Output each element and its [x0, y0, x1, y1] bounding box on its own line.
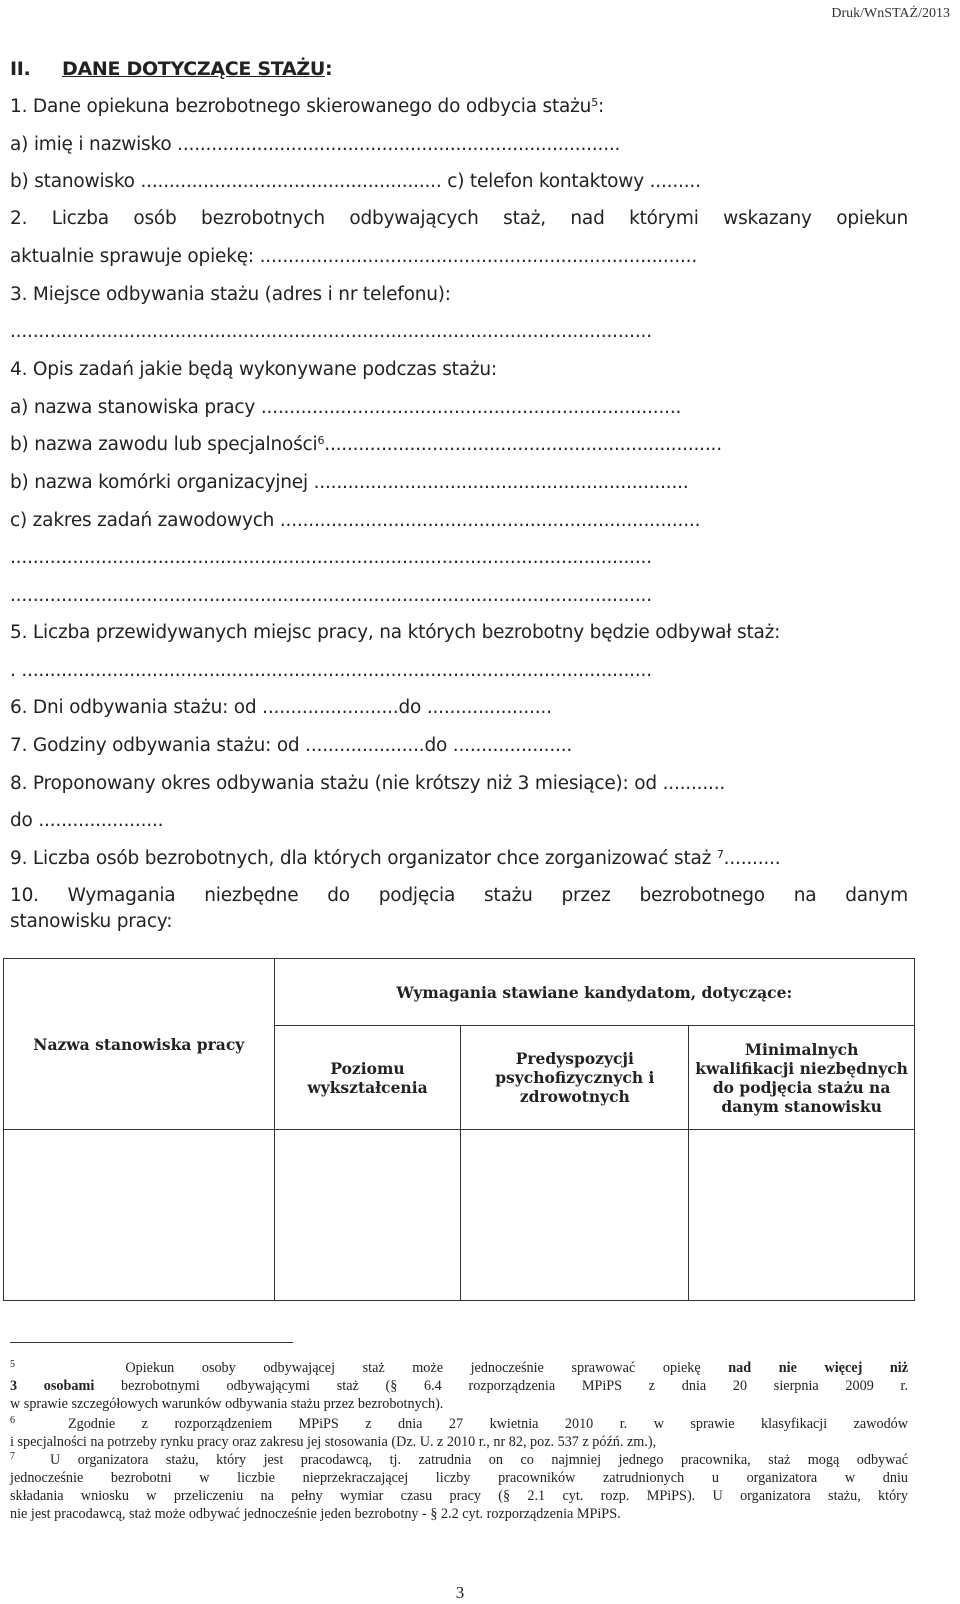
item-5-field[interactable]: . ...............................................................................................................: [10, 660, 652, 681]
footnote-7: [10, 1448, 908, 1523]
item-4b-text: b) nazwa zawodu lub specjalności: [10, 434, 318, 455]
item-8-do-field[interactable]: do ......................: [10, 810, 164, 831]
section-heading: [10, 58, 332, 80]
header-requirements-group: Wymagania stawiane kandydatom, dotyczące:: [274, 959, 914, 1026]
footnote-5-text-a: Opiekun osoby odbywającej staż może jednocześnie sprawować opiekę: [125, 1360, 701, 1376]
section-title: DANE DOTYCZĄCE STAŻU: [62, 58, 325, 80]
footnote-6-text-a: Zgodnie z rozporządzeniem MPiPS z dnia 27 kwietnia 2010 r. w sprawie klasyfikacji zawodów: [67, 1416, 909, 1432]
item-2-line-2-field[interactable]: aktualnie sprawuje opiekę: .............................................................................: [10, 246, 698, 267]
item-1: [10, 96, 908, 117]
footnote-7-text-a: U organizatora stażu, który jest pracodawcą, tj. zatrudnia on co najmniej jednego pracownika, staż mogą odbywać: [50, 1452, 908, 1468]
document-code: Druk/WnSTAŻ/2013: [831, 6, 950, 21]
header-position-name: Nazwa stanowiska pracy: [4, 959, 275, 1130]
item-3-address-field[interactable]: .................................................................................................................: [10, 321, 652, 342]
footnote-6-number: 6: [10, 1415, 15, 1426]
header-education-level: Poziomu wykształcenia: [274, 1026, 461, 1130]
footnote-5-number: 5: [10, 1359, 15, 1370]
footnote-7-text-c: składania wniosku w przeliczeniu na pełny wymiar czasu pracy (§ 2.1 cyt. rozp. MPiPS). U organizatora stażu, który: [10, 1488, 908, 1504]
item-9-text: 9. Liczba osób bezrobotnych, dla których organizator chce zorganizować staż: [10, 848, 717, 869]
footnote-5-text-b: bezrobotnymi odbywającymi staż (§ 6.4 rozporządzenia MPiPS z dnia 20 sierpnia 2009 r.: [120, 1378, 909, 1394]
cell-psychophysical-predispositions[interactable]: [461, 1130, 689, 1301]
footnote-7-text-d: nie jest pracodawcą, staż może odbywać jednocześnie jeden bezrobotny - § 2.2 cyt. rozporządzenia MPiPS.: [10, 1506, 621, 1522]
cell-education-level[interactable]: [274, 1130, 461, 1301]
item-6-field[interactable]: 6. Dni odbywania stażu: od ........................do ......................: [10, 697, 552, 718]
item-4b-dots: ......................................................................: [324, 434, 722, 455]
footnote-6: [10, 1412, 908, 1451]
item-4a-field[interactable]: a) nazwa stanowiska pracy ..........................................................................: [10, 397, 682, 418]
footnote-ref-5: 5: [591, 96, 599, 109]
item-1a-name-field[interactable]: a) imię i nazwisko ..............................................................................: [10, 134, 621, 155]
cell-position-name[interactable]: [4, 1130, 275, 1301]
section-colon: :: [324, 58, 333, 80]
item-7-field[interactable]: 7. Godziny odbywania stażu: od .....................do .....................: [10, 735, 573, 756]
item-4c-dots-1[interactable]: .................................................................................................................: [10, 547, 652, 568]
header-psychophysical-predispositions: Predyspozycji psychofizycznych i zdrowotnych: [461, 1026, 689, 1130]
item-9-field[interactable]: [10, 848, 908, 869]
item-1-text: 1. Dane opiekuna bezrobotnego skierowanego do odbycia stażu: [10, 96, 592, 117]
item-5: 5. Liczba przewidywanych miejsc pracy, na których bezrobotny będzie odbywał staż:: [10, 622, 781, 643]
header-minimal-qualifications: Minimalnych kwalifikacji niezbędnych do podjęcia stażu na danym stanowisku: [689, 1026, 915, 1130]
item-10-line-1: 10. Wymagania niezbędne do podjęcia stażu przez bezrobotnego na danym: [10, 885, 908, 906]
footnote-7-text-b: jednocześnie bezrobotni w liczbie nieprzekraczającej liczby pracowników zatrudnionych u organizatora w dniu: [10, 1470, 908, 1486]
item-1-tail: :: [598, 96, 605, 117]
page-number: 3: [455, 1583, 465, 1602]
footnote-divider: [10, 1342, 293, 1343]
footnote-ref-7: 7: [716, 848, 724, 861]
item-10-line-2: stanowisku pracy:: [10, 911, 173, 932]
item-9-dots: ..........: [723, 848, 781, 869]
item-1b-position-phone-field[interactable]: b) stanowisko ..................................................... c) telefon kontaktowy .........: [10, 171, 701, 192]
footnote-5: [10, 1356, 908, 1413]
item-4b-field[interactable]: [10, 434, 908, 455]
item-3: 3. Miejsce odbywania stażu (adres i nr telefonu):: [10, 284, 451, 305]
footnote-5-emphasis-a: nad nie więcej niż: [728, 1360, 909, 1376]
footnote-6-text-b: i specjalności na potrzeby rynku pracy oraz zakresu jej stosowania (Dz. U. z 2010 r., nr 82, poz. 537 z późń. zm.),: [10, 1434, 657, 1450]
item-4c-dots-2[interactable]: .................................................................................................................: [10, 585, 652, 606]
requirements-table: [3, 958, 915, 1301]
footnote-ref-6: 6: [317, 434, 325, 447]
item-4c-field[interactable]: c) zakres zadań zawodowych ..........................................................................: [10, 510, 701, 531]
item-8-field[interactable]: 8. Proponowany okres odbywania stażu (nie krótszy niż 3 miesiące): od ...........: [10, 773, 726, 794]
footnote-7-number: 7: [10, 1451, 15, 1462]
item-2-line-1: 2. Liczba osób bezrobotnych odbywających staż, nad którymi wskazany opiekun: [10, 208, 908, 229]
cell-minimal-qualifications[interactable]: [689, 1130, 915, 1301]
item-4b2-field[interactable]: b) nazwa komórki organizacyjnej ..................................................................: [10, 472, 689, 493]
item-4: 4. Opis zadań jakie będą wykonywane podczas stażu:: [10, 359, 497, 380]
footnote-5-emphasis-b: 3 osobami: [10, 1378, 95, 1394]
footnote-5-text-c: w sprawie szczegółowych warunków odbywania stażu przez bezrobotnych).: [10, 1396, 444, 1412]
section-number: II.: [10, 58, 31, 80]
